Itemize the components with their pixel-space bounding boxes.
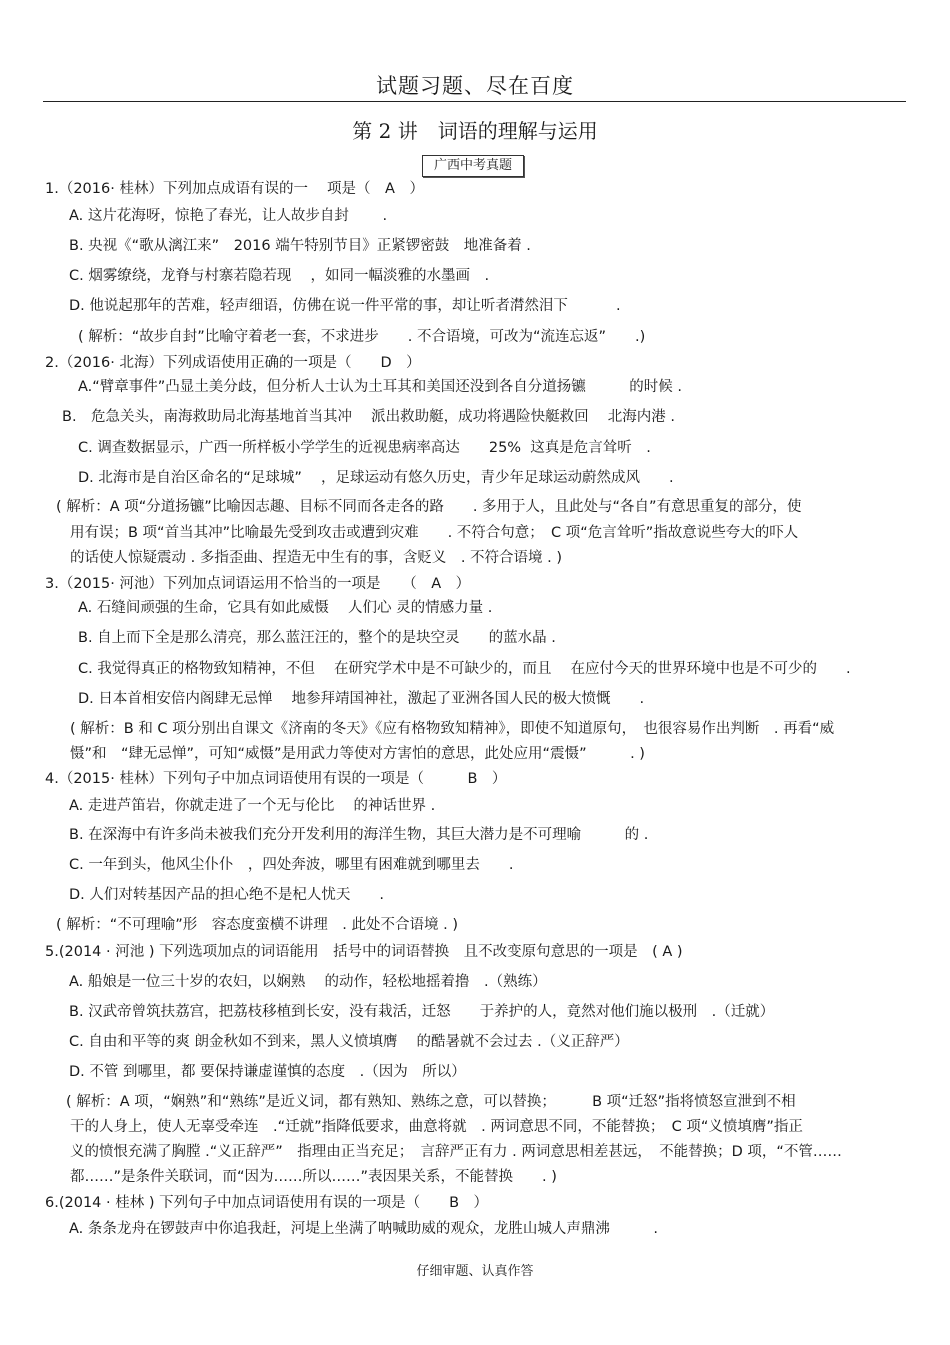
option-line: C. 烟雾缭绕，龙脊与村寨若隐若现 ，如同一幅淡雅的水墨画 . xyxy=(69,268,490,284)
analysis-line: 慑”和 “肆无忌惮”，可知“威慑”是用武力等使对方害怕的意思，此处应用“震慑” . ) xyxy=(70,746,645,762)
analysis-line: 都……”是条件关联词，而“因为……所以……”表因果关系，不能替换 . ) xyxy=(70,1169,557,1185)
option-line: D. 北海市是自治区命名的“足球城” ，足球运动有悠久历史，青少年足球运动蔚然成风 . xyxy=(78,470,674,486)
option-line: A. 石缝间顽强的生命，它具有如此威慑 人们心 灵的情感力量 . xyxy=(78,600,493,616)
option-line: B. 在深海中有许多尚未被我们充分开发利用的海洋生物，其巨大潜力是不可理喻 的 . xyxy=(69,827,649,843)
option-line: A. 走进芦笛岩，你就走进了一个无与伦比 的神话世界 . xyxy=(69,798,436,814)
analysis-line: ( 解析：B 和 C 项分别出自课文《济南的冬天》《应有格物致知精神》，即使不知道原句， 也很容易作出判断 . 再看“威 xyxy=(70,721,835,737)
option-line: D. 日本首相安倍内阁肆无忌惮 地参拜靖国神社，激起了亚洲各国人民的极大愤慨 . xyxy=(78,691,645,707)
option-line: C. 调查数据显示，广西一所样板小学学生的近视患病率高达 25% 这真是危言耸听 . xyxy=(78,440,651,456)
question-line: 4.（2015· 桂林）下列句子中加点词语使用有误的一项是（ B ） xyxy=(45,771,507,787)
question-line: 5.(2014 · 河池 ) 下列选项加点的词语能用 括号中的词语替换 且不改变原句意思的一项是 ( A ) xyxy=(45,944,683,960)
analysis-line: 用有误；B 项“首当其冲”比喻最先受到攻击或遭到灾难 . 不符合句意； C 项“危言耸听”指故意说些夸大的吓人 xyxy=(70,525,799,541)
section-tag: 广西中考真题 xyxy=(422,155,524,177)
question-line: 2.（2016· 北海）下列成语使用正确的一项是（ D ） xyxy=(45,355,421,371)
option-line: C. 自由和平等的爽 朗金秋如不到来，黑人义愤填膺 的酷暑就不会过去 .（义正辞严） xyxy=(69,1034,629,1050)
analysis-line: ( 解析：A 项“分道扬镳”比喻因志趣、目标不同而各走各的路 . 多用于人，且此处与“各自”有意思重复的部分，使 xyxy=(56,499,802,515)
option-line: D. 他说起那年的苦难，轻声细语，仿佛在说一件平常的事，却让听者潸然泪下 . xyxy=(69,298,621,314)
page-footer: 仔细审题、认真作答 xyxy=(416,1264,534,1279)
option-line: B. 汉武帝曾筑扶荔宫，把荔枝移植到长安，没有栽活，迁怒 于养护的人，竟然对他们施以极刑 .（迁就） xyxy=(69,1004,775,1020)
analysis-line: 义的愤恨充满了胸膛 .“义正辞严” 指理由正当充足； 言辞严正有力 . 两词意思相差甚远， 不能替换；D 项，“不管…… xyxy=(70,1144,842,1160)
option-line: D. 人们对转基因产品的担心绝不是杞人忧天 . xyxy=(69,887,384,903)
analysis-line: ( 解析：“故步自封”比喻守着老一套，不求进步 . 不合语境，可改为“流连忘返” .) xyxy=(78,329,646,345)
option-line: C. 一年到头，他风尘仆仆 ，四处奔波，哪里有困难就到哪里去 . xyxy=(69,857,514,873)
question-line: 6.(2014 · 桂林 ) 下列句子中加点词语使用有误的一项是（ B ） xyxy=(45,1195,489,1211)
analysis-line: 的话使人惊疑震动 . 多指歪曲、捏造无中生有的事，含贬义 . 不符合语境 . ) xyxy=(70,550,563,566)
analysis-line: ( 解析：“不可理喻”形 容态度蛮横不讲理 . 此处不合语境 . ) xyxy=(56,917,458,933)
lesson-title: 第 2 讲 词语的理解与运用 xyxy=(352,119,598,143)
analysis-line: ( 解析：A 项，“娴熟”和“熟练”是近义词，都有熟知、熟练之意，可以替换； B 项“迁怒”指将愤怒宣泄到不相 xyxy=(66,1094,796,1110)
option-line: A. 条条龙舟在锣鼓声中你追我赶，河堤上坐满了呐喊助威的观众，龙胜山城人声鼎沸 . xyxy=(69,1221,658,1237)
analysis-line: 干的人身上，使人无辜受牵连 .“迁就”指降低要求，曲意将就 . 两词意思不同，不能替换； C 项“义愤填膺”指正 xyxy=(70,1119,803,1135)
header-rule xyxy=(43,101,906,102)
option-line: C. 我觉得真正的格物致知精神，不但 在研究学术中是不可缺少的，而且 在应付今天的世界环境中也是不可少的 . xyxy=(78,661,851,677)
option-line: A. 船娘是一位三十岁的农妇，以娴熟 的动作，轻松地摇着撸 .（熟练） xyxy=(69,974,547,990)
option-line: B. 央视《“歌从漓江来” 2016 端午特别节目》正紧锣密鼓 地准备着 . xyxy=(69,238,531,254)
option-line: D. 不管 到哪里，都 要保持谦虚谨慎的态度 .（因为 所以） xyxy=(69,1064,466,1080)
option-line: A.“臂章事件”凸显土美分歧，但分析人士认为土耳其和美国还没到各自分道扬镳 的时候 . xyxy=(78,379,683,395)
option-line: A. 这片花海呀，惊艳了春光，让人故步自封 . xyxy=(69,208,388,224)
question-line: 3.（2015· 河池）下列加点词语运用不恰当的一项是 （ A ） xyxy=(45,576,471,592)
option-line: B. 自上而下全是那么清亮，那么蓝汪汪的，整个的是块空灵 的蓝水晶 . xyxy=(78,630,556,646)
question-line: 1.（2016· 桂林）下列加点成语有误的一 项是（ A ） xyxy=(45,181,424,197)
option-line: B. 危急关头，南海救助局北海基地首当其冲 派出救助艇，成功将遇险快艇救回 北海内港 . xyxy=(62,409,675,425)
page-header: 试题习题、尽在百度 xyxy=(376,74,574,98)
